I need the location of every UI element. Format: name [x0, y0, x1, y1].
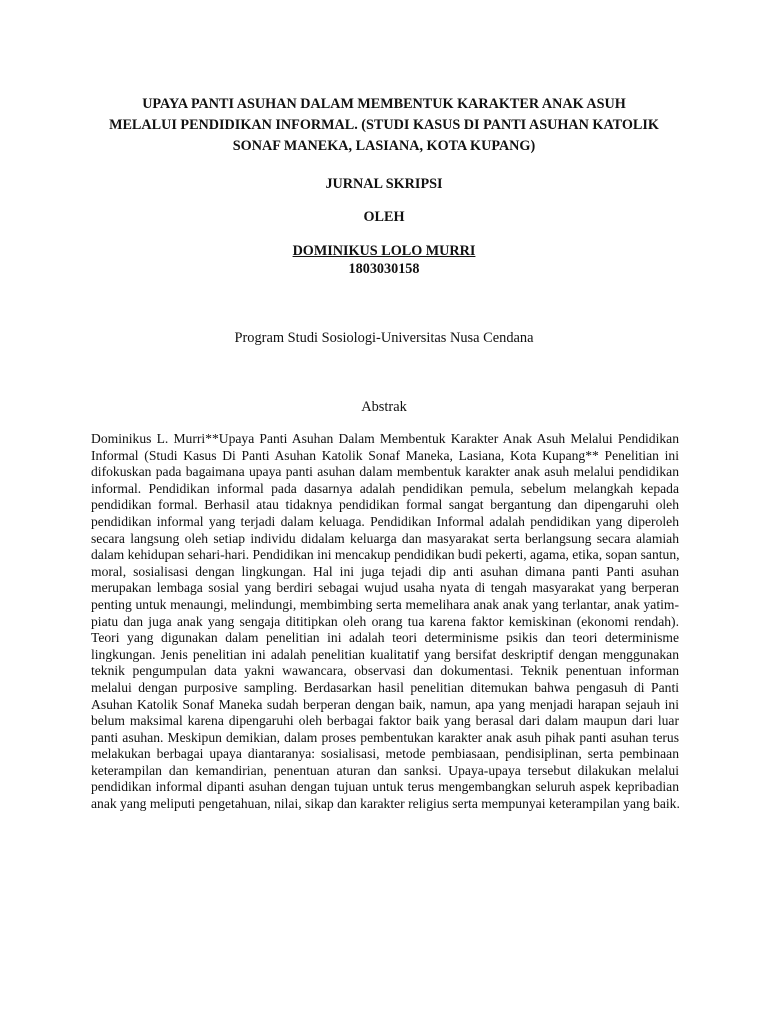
abstract-line: keterampilan dan kemandirian, penentuan aturan dan sanksi. Upaya-upaya tersebut dilakukan melalui	[91, 762, 679, 778]
abstract-line: pendidikan formal. Berhasil atau tidaknya pendidikan formal sangat bergantung dan dipengaruhi oleh	[91, 497, 679, 513]
abstract-line: Asuhan Katolik Sonaf Maneka sudah berperan dengan baik, namun, apa yang menjadi harapan sejauh ini	[91, 696, 679, 712]
abstract-line: Informal (Studi Kasus Di Panti Asuhan Katolik Sonaf Maneka, Lasiana, Kota Kupang** Penelitian ini	[91, 447, 679, 463]
student-id: 1803030158	[348, 261, 420, 277]
abstract-line: merupakan lembaga sosial yang berdiri sebagai wujud usaha nyata di tengah masyarakat yang berperan	[91, 580, 679, 596]
abstract-line: dalam kehidupan sehari-hari. Pendidikan ini mencakup pendidikan budi pekerti, agama, etika, sopan santun,	[91, 547, 680, 563]
author-name	[0, 243, 768, 260]
abstract-line: piatu dan juga anak yang sengaja dititipkan oleh orang tua karena faktor kemiskinan (ekonomi rendah).	[91, 613, 679, 629]
paper-title-line-2: MELALUI PENDIDIKAN INFORMAL. (STUDI KASUS DI PANTI ASUHAN KATOLIK	[109, 117, 659, 133]
abstract-line: pendidikan informal yang terjadi dalam keluaga. Pendidikan Informal adalah pendidikan yang diperoleh	[91, 513, 679, 529]
paper-title	[60, 94, 708, 157]
abstract-line: teknik pengumpulan data yakni wawancara, observasi dan dokumentasi. Teknik penentuan informan	[91, 663, 679, 679]
abstract-line: secara langsung oleh setiap individu didalam keluarga dan masyarakat serta berlangsung secara alamiah	[91, 530, 679, 546]
study-program: Program Studi Sosiologi-Universitas Nusa Cendana	[234, 330, 534, 346]
paper-title-line-3: SONAF MANEKA, LASIANA, KOTA KUPANG)	[232, 138, 536, 154]
abstract-line: melalui dengan purposive sampling. Berdasarkan hasil penelitian ditemukan bahwa pengasuh di Panti	[91, 679, 679, 695]
author-name-text: DOMINIKUS LOLO MURRI	[292, 243, 476, 259]
document-type: JURNAL SKRIPSI	[325, 176, 443, 192]
abstract-line: Teori yang digunakan dalam penelitian ini adalah teori determinisme psikis dan teori determinisme	[91, 630, 679, 646]
abstract-line: lingkungan. Jenis penelitian ini adalah penelitian kualitatif yang bersifat deskriptif dengan menggunakan	[91, 646, 679, 662]
abstract-line: pendidikan informal dipanti asuhan dengan tujuan untuk terus mengembangkan seluruh aspek kepribadian	[91, 779, 679, 795]
paper-title-line-1: UPAYA PANTI ASUHAN DALAM MEMBENTUK KARAKTER ANAK ASUH	[142, 96, 626, 112]
abstract-body	[91, 431, 679, 813]
abstract-line: Dominikus L. Murri**Upaya Panti Asuhan Dalam Membentuk Karakter Anak Asuh Melalui Pendidikan	[91, 431, 679, 446]
abstract-line: moral, sosialisasi dengan lingkungan. Hal ini juga tejadi dip anti asuhan dimana panti Panti asuhan	[91, 563, 679, 579]
abstract-line: anak yang meliputi pengetahuan, nilai, sikap dan karakter religius serta mempunyai keterampilan yang baik.	[91, 796, 680, 812]
abstract-line: difokuskan pada bagaimana upaya panti asuhan dalam membentuk karakter anak asuh melalui pendidikan	[91, 464, 679, 480]
by-label: OLEH	[363, 209, 405, 225]
abstract-line: melakukan berbagai upaya diantaranya: sosialisasi, metode pembiasaan, pendisiplinan, serta pembinaan	[91, 746, 679, 762]
abstract-heading: Abstrak	[361, 399, 407, 415]
abstract-line: belum maksimal karena dipengaruhi oleh berbagai faktor baik yang berasal dari dalam maupun dari luar	[91, 713, 679, 729]
abstract-line: informal. Pendidikan informal pada dasarnya adalah pendidikan pemula, sebelum melangkah kepada	[91, 480, 679, 496]
abstract-line: panti asuhan. Meskipun demikian, dalam proses pembentukan karakter anak asuh pihak panti asuhan terus	[91, 729, 679, 745]
abstract-line: penting untuk menaungi, melindungi, membimbing serta memelihara anak anak yang terlantar, anak yatim-	[91, 596, 679, 612]
